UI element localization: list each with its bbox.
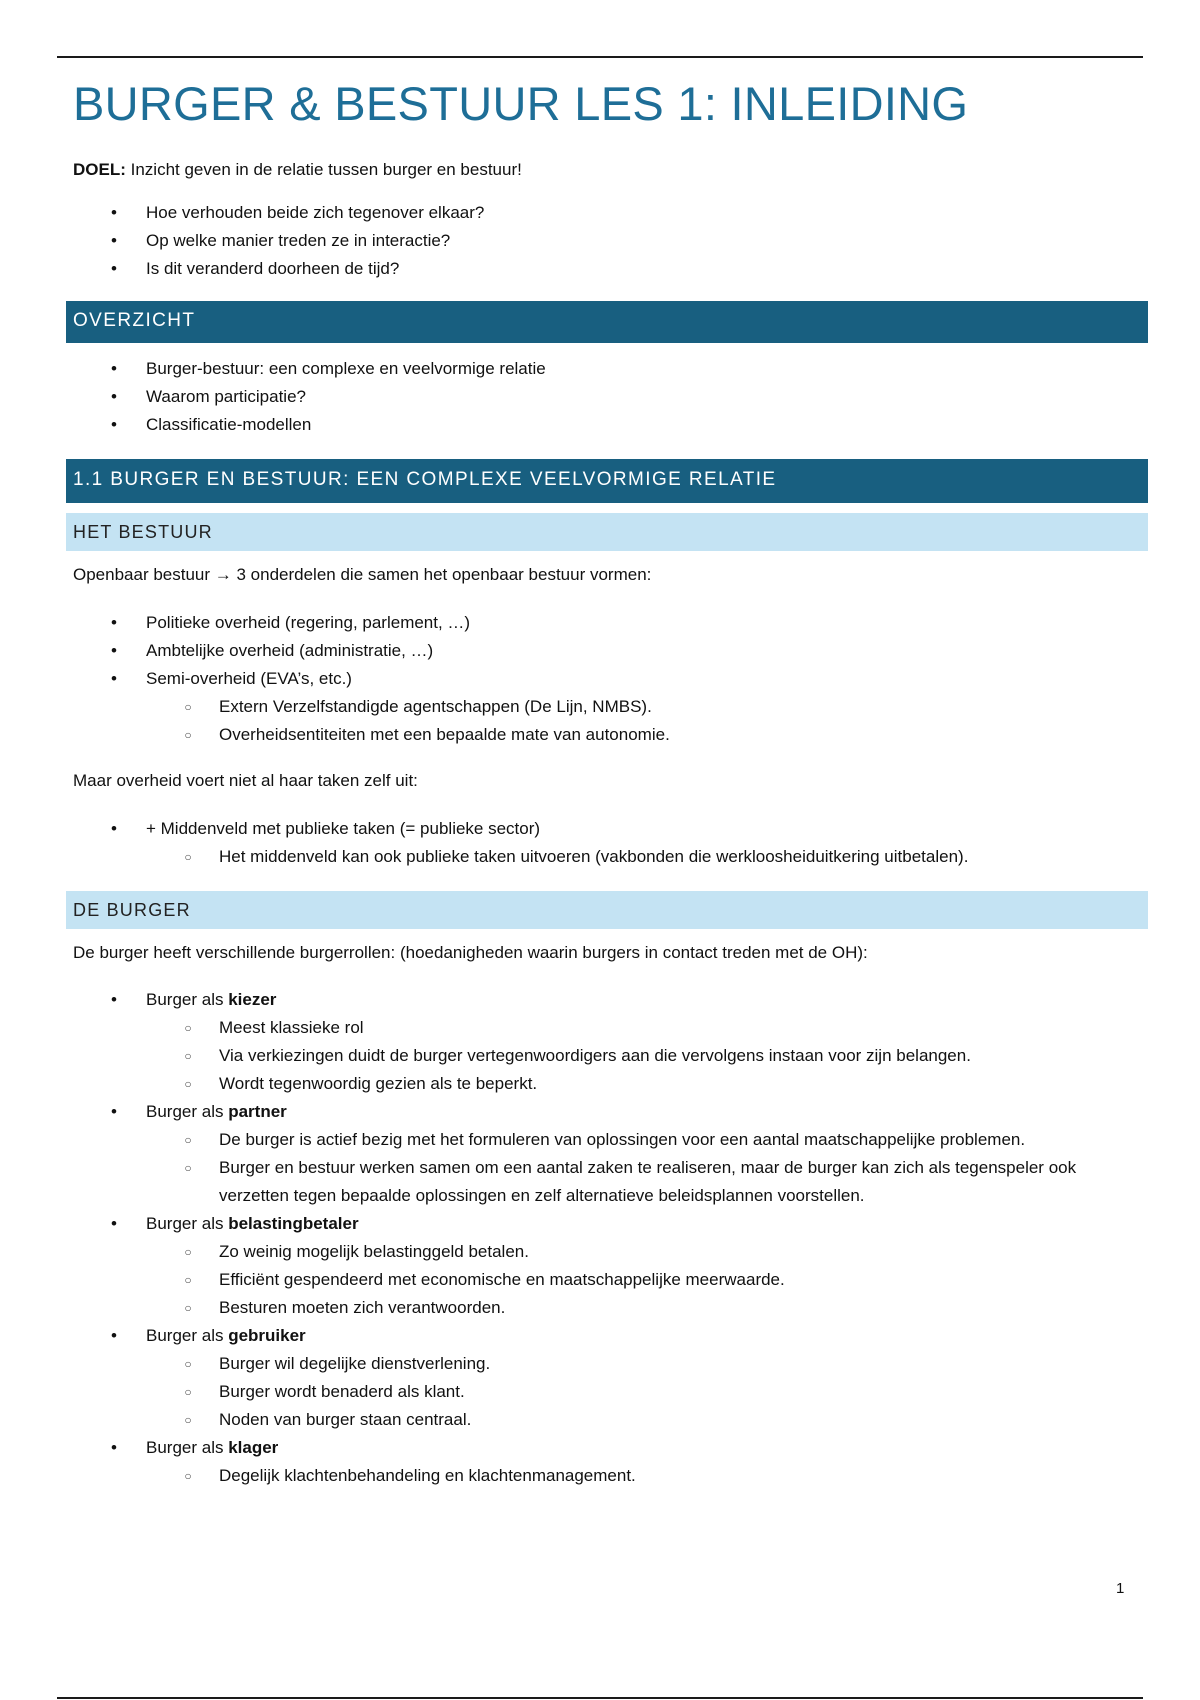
list-item-text: Semi-overheid (EVA’s, etc.) <box>146 669 352 688</box>
role-name: gebruiker <box>228 1326 306 1345</box>
sub-list-item-text: Besturen moeten zich verantwoorden. <box>219 1298 506 1317</box>
role-name: klager <box>228 1438 279 1457</box>
circle-bullet-icon: ○ <box>184 728 192 742</box>
doel-label: DOEL: <box>73 160 126 179</box>
bullet-icon: • <box>111 819 117 838</box>
list-item-text: Politieke overheid (regering, parlement, …) <box>146 613 471 632</box>
list-item <box>73 815 1133 871</box>
sub-list-item-text: Het middenveld kan ook publieke taken uitvoeren (vakbonden die werkloosheiduitkering uitbetalen). <box>219 847 969 866</box>
sub-list-item-text: Wordt tegenwoordig gezien als te beperkt. <box>219 1074 538 1093</box>
sub-list-item-text: Degelijk klachtenbehandeling en klachtenmanagement. <box>219 1466 636 1485</box>
sub-list-item-text: Overheidsentiteiten met een bepaalde mate van autonomie. <box>219 725 670 744</box>
bullet-icon: • <box>111 669 117 688</box>
circle-bullet-icon: ○ <box>184 1161 192 1175</box>
list-item-text: + Middenveld met publieke taken (= publieke sector) <box>146 819 541 838</box>
page-number: 1 <box>1116 1580 1125 1597</box>
sub-list-item-text: Extern Verzelfstandigde agentschappen (De Lijn, NMBS). <box>219 697 652 716</box>
circle-bullet-icon: ○ <box>184 1357 192 1371</box>
role-prefix: Burger als <box>146 990 229 1009</box>
role-name: belastingbetaler <box>228 1214 359 1233</box>
list-item-text: Waarom participatie? <box>146 387 306 406</box>
bestuur-list <box>73 609 1133 749</box>
role-prefix: Burger als <box>146 1102 229 1121</box>
doel-line <box>73 158 1133 182</box>
bottom-rule <box>57 1697 1143 1699</box>
sub-list-item-text: Zo weinig mogelijk belastinggeld betalen. <box>219 1242 529 1261</box>
list-item <box>73 637 1133 665</box>
doel-text: Inzicht geven in de relatie tussen burger en bestuur! <box>125 160 522 179</box>
role-sublist <box>146 1350 1133 1434</box>
list-item-text: Is dit veranderd doorheen de tijd? <box>146 259 400 278</box>
role-sublist <box>146 1238 1133 1322</box>
doel-question-list <box>73 199 1133 283</box>
list-item-text: Hoe verhouden beide zich tegenover elkaar? <box>146 203 485 222</box>
overzicht-heading: OVERZICHT <box>66 301 1148 343</box>
sub-list-item <box>146 1042 1133 1070</box>
sub-list-item-text: Via verkiezingen duidt de burger vertegenwoordigers aan die vervolgens instaan voor zijn belangen. <box>219 1046 971 1065</box>
circle-bullet-icon: ○ <box>184 1133 192 1147</box>
bullet-icon: • <box>111 1214 117 1233</box>
sub-list-item-text: Burger wordt benaderd als klant. <box>219 1382 465 1401</box>
bullet-icon: • <box>111 1102 117 1121</box>
role-item-kiezer <box>73 986 1133 1098</box>
sub-list-item-text: Meest klassieke rol <box>219 1018 364 1037</box>
middenveld-sublist <box>146 843 1133 871</box>
middenveld-list <box>73 815 1133 871</box>
list-item <box>73 199 1133 227</box>
list-item <box>73 255 1133 283</box>
circle-bullet-icon: ○ <box>184 1301 192 1315</box>
role-name: partner <box>228 1102 287 1121</box>
list-item-text: Ambtelijke overheid (administratie, …) <box>146 641 434 660</box>
sub-list-item-text: De burger is actief bezig met het formuleren van oplossingen voor een aantal maatschappelijke problemen. <box>219 1130 1026 1149</box>
circle-bullet-icon: ○ <box>184 850 192 864</box>
circle-bullet-icon: ○ <box>184 700 192 714</box>
list-item-text: Burger-bestuur: een complexe en veelvormige relatie <box>146 359 546 378</box>
sub-list-item <box>146 1406 1133 1434</box>
role-sublist <box>146 1126 1133 1210</box>
circle-bullet-icon: ○ <box>184 1021 192 1035</box>
circle-bullet-icon: ○ <box>184 1273 192 1287</box>
list-item <box>73 227 1133 255</box>
circle-bullet-icon: ○ <box>184 1077 192 1091</box>
bullet-icon: • <box>111 415 117 434</box>
role-item-gebruiker <box>73 1322 1133 1434</box>
overzicht-list <box>73 355 1133 439</box>
bullet-icon: • <box>111 387 117 406</box>
de-burger-heading: DE BURGER <box>66 891 1148 929</box>
circle-bullet-icon: ○ <box>184 1413 192 1427</box>
sub-list-item <box>146 843 1133 871</box>
sub-list-item <box>146 1350 1133 1378</box>
sub-list-item <box>146 1294 1133 1322</box>
list-item <box>73 609 1133 637</box>
bullet-icon: • <box>111 259 117 278</box>
bullet-icon: • <box>111 1326 117 1345</box>
sub-list-item-text: Burger wil degelijke dienstverlening. <box>219 1354 491 1373</box>
circle-bullet-icon: ○ <box>184 1049 192 1063</box>
section-1-1-heading: 1.1 BURGER EN BESTUUR: EEN COMPLEXE VEELVORMIGE RELATIE <box>66 459 1148 503</box>
list-item <box>73 383 1133 411</box>
burgerrollen-list <box>73 986 1133 1490</box>
bullet-icon: • <box>111 359 117 378</box>
sub-list-item <box>146 721 1133 749</box>
sub-list-item <box>146 1126 1133 1154</box>
sub-list-item-text: Burger en bestuur werken samen om een aantal zaken te realiseren, maar de burger kan zich als tegenspeler ook verzetten tegen bepaalde oplossingen en zelf alternatieve beleidsplannen voorstellen. <box>219 1158 1077 1205</box>
role-item-belastingbetaler <box>73 1210 1133 1322</box>
sub-list-item <box>146 1014 1133 1042</box>
top-rule <box>57 56 1143 58</box>
de-burger-intro: De burger heeft verschillende burgerrollen: (hoedanigheden waarin burgers in contact treden met de OH): <box>73 943 868 962</box>
document-page <box>73 72 1133 1490</box>
list-item-text: Op welke manier treden ze in interactie? <box>146 231 451 250</box>
semi-overheid-sublist <box>146 693 1133 749</box>
list-item <box>73 411 1133 439</box>
list-item-text: Classificatie-modellen <box>146 415 312 434</box>
role-sublist <box>146 1014 1133 1098</box>
bullet-icon: • <box>111 641 117 660</box>
sub-list-item <box>146 1154 1133 1210</box>
maar-overheid-text: Maar overheid voert niet al haar taken zelf uit: <box>73 771 418 790</box>
role-prefix: Burger als <box>146 1214 229 1233</box>
role-item-partner <box>73 1098 1133 1210</box>
bullet-icon: • <box>111 203 117 222</box>
role-prefix: Burger als <box>146 1438 229 1457</box>
sub-list-item <box>146 1462 1133 1490</box>
sub-list-item <box>146 1266 1133 1294</box>
bullet-icon: • <box>111 1438 117 1457</box>
bullet-icon: • <box>111 231 117 250</box>
bullet-icon: • <box>111 613 117 632</box>
role-name: kiezer <box>228 990 277 1009</box>
list-item <box>73 665 1133 749</box>
sub-list-item <box>146 1070 1133 1098</box>
role-prefix: Burger als <box>146 1326 229 1345</box>
role-sublist <box>146 1462 1133 1490</box>
het-bestuur-heading: HET BESTUUR <box>66 513 1148 551</box>
sub-list-item <box>146 1238 1133 1266</box>
list-item <box>73 355 1133 383</box>
sub-list-item-text: Efficiënt gespendeerd met economische en maatschappelijke meerwaarde. <box>219 1270 785 1289</box>
circle-bullet-icon: ○ <box>184 1469 192 1483</box>
bullet-icon: • <box>111 990 117 1009</box>
sub-list-item <box>146 693 1133 721</box>
circle-bullet-icon: ○ <box>184 1245 192 1259</box>
het-bestuur-intro: Openbaar bestuur → 3 onderdelen die samen het openbaar bestuur vormen: <box>73 565 652 584</box>
page-title: BURGER & BESTUUR LES 1: INLEIDING <box>73 77 969 130</box>
sub-list-item <box>146 1378 1133 1406</box>
circle-bullet-icon: ○ <box>184 1385 192 1399</box>
role-item-klager <box>73 1434 1133 1490</box>
sub-list-item-text: Noden van burger staan centraal. <box>219 1410 472 1429</box>
